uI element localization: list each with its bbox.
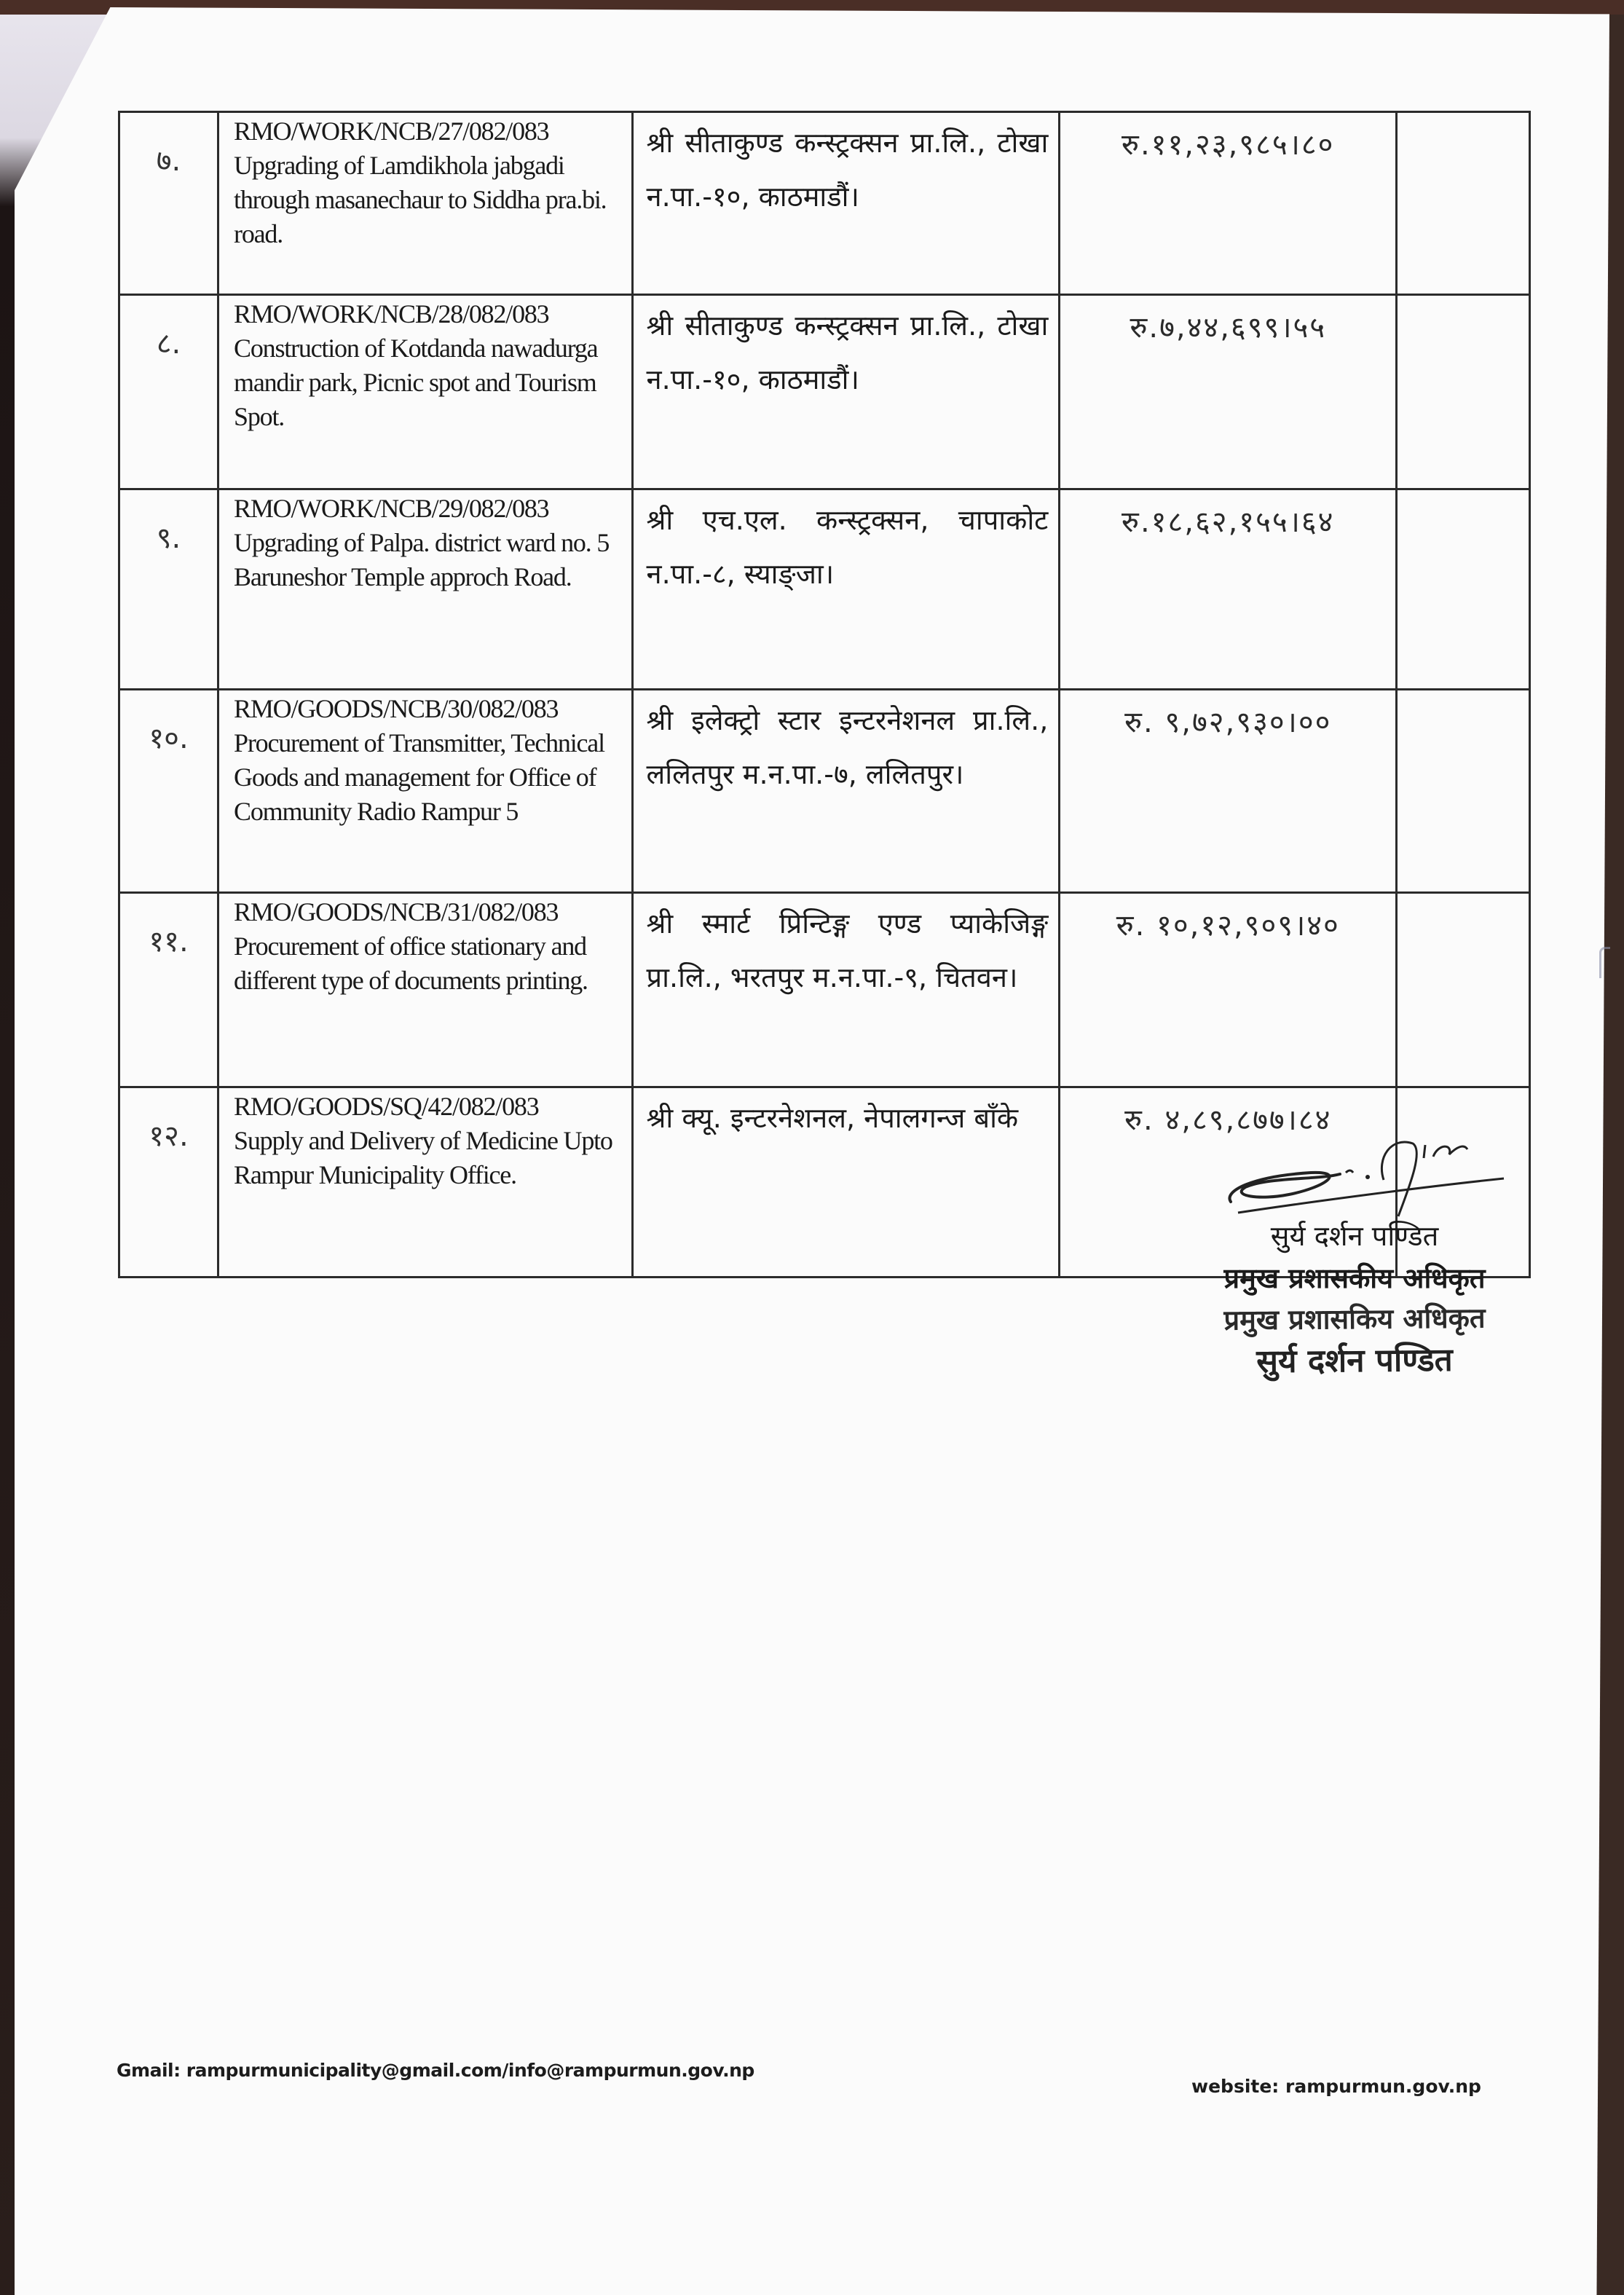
contractor-name: श्री सीताकुण्ड कन्स्ट्रक्सन प्रा.लि., टोखा न.पा.-१०, काठमाडौं। (632, 112, 1060, 295)
serial-number: ९. (119, 489, 218, 690)
serial-number: १२. (119, 1087, 218, 1278)
contract-reference: RMO/GOODS/NCB/31/082/083 (234, 897, 559, 926)
remarks-cell (1397, 112, 1530, 295)
stamp-name: सुर्य दर्शन पण्डित (1256, 1341, 1453, 1381)
contract-description-cell (218, 112, 633, 295)
table-row (119, 295, 1530, 489)
contract-amount: रु.१८,६२,१५५।६४ (1060, 489, 1397, 690)
contract-amount: रु.११,२३,९८५।८० (1060, 112, 1397, 295)
table-row (119, 112, 1530, 295)
remarks-cell (1397, 893, 1530, 1087)
contractor-name: श्री क्यू. इन्टरनेशनल, नेपालगन्ज बाँके (632, 1087, 1060, 1278)
contract-description-cell (218, 893, 633, 1087)
contract-reference: RMO/GOODS/SQ/42/082/083 (234, 1092, 539, 1121)
contract-description: Procurement of office stationary and different type of documents printing. (234, 932, 588, 995)
remarks-cell (1397, 690, 1530, 893)
table-row (119, 489, 1530, 690)
contract-description: Supply and Delivery of Medicine Upto Rampur Municipality Office. (234, 1126, 612, 1189)
signature-block (1180, 1114, 1529, 1381)
footer-website: website: rampurmun.gov.np (1191, 2076, 1481, 2097)
contract-reference: RMO/WORK/NCB/27/082/083 (234, 117, 549, 146)
serial-number: ७. (119, 112, 218, 295)
contractor-name: श्री एच.एल. कन्स्ट्रक्सन, चापाकोट न.पा.-८, स्याङ्जा। (632, 489, 1060, 690)
serial-number: ८. (119, 295, 218, 489)
contract-amount: रु. ४,८९,८७७।८४ (1060, 1087, 1397, 1278)
handwritten-signature-icon (1202, 1114, 1507, 1224)
contract-description: Procurement of Transmitter, Technical Goods and management for Office of Community Radio Rampur 5 (234, 728, 604, 826)
contract-description-cell (218, 1087, 633, 1278)
contract-amount: रु. १०,१२,९०९।४० (1060, 893, 1397, 1087)
signatory-name: सुर्य दर्शन पण्डित (1270, 1220, 1439, 1252)
signatory-title: प्रमुख प्रशासकीय अधिकृत (1223, 1262, 1486, 1294)
stamp-title: प्रमुख प्रशासकिय अधिकृत (1223, 1302, 1486, 1337)
contract-reference: RMO/GOODS/NCB/30/082/083 (234, 694, 559, 723)
contract-description-cell (218, 489, 633, 690)
contract-reference: RMO/WORK/NCB/28/082/083 (234, 299, 549, 328)
contract-reference: RMO/WORK/NCB/29/082/083 (234, 494, 549, 523)
pen-mark-icon (1599, 947, 1610, 978)
footer-email: Gmail: rampurmunicipality@gmail.com/info@rampurmun.gov.np (117, 2060, 754, 2081)
serial-number: १०. (119, 690, 218, 893)
contract-amount: रु. ९,७२,९३०।०० (1060, 690, 1397, 893)
serial-number: ११. (119, 893, 218, 1087)
table-row (119, 690, 1530, 893)
contractor-name: श्री इलेक्ट्रो स्टार इन्टरनेशनल प्रा.लि., ललितपुर म.न.पा.-७, ललितपुर। (632, 690, 1060, 893)
remarks-cell (1397, 489, 1530, 690)
contractor-name: श्री स्मार्ट प्रिन्टिङ्ग एण्ड प्याकेजिङ्ग प्रा.लि., भरतपुर म.न.पा.-९, चितवन। (632, 893, 1060, 1087)
contract-description: Upgrading of Lamdikhola jabgadi through masanechaur to Siddha pra.bi. road. (234, 151, 607, 248)
contract-description-cell (218, 690, 633, 893)
remarks-cell (1397, 295, 1530, 489)
table-row (119, 893, 1530, 1087)
contract-description: Construction of Kotdanda nawadurga mandir park, Picnic spot and Tourism Spot. (234, 334, 598, 431)
contract-amount: रु.७,४४,६९९।५५ (1060, 295, 1397, 489)
contractor-name: श्री सीताकुण्ड कन्स्ट्रक्सन प्रा.लि., टोखा न.पा.-१०, काठमाडौं। (632, 295, 1060, 489)
contract-description: Upgrading of Palpa. district ward no. 5 Baruneshor Temple approch Road. (234, 528, 610, 591)
contract-award-table (118, 111, 1531, 1278)
contract-description-cell (218, 295, 633, 489)
